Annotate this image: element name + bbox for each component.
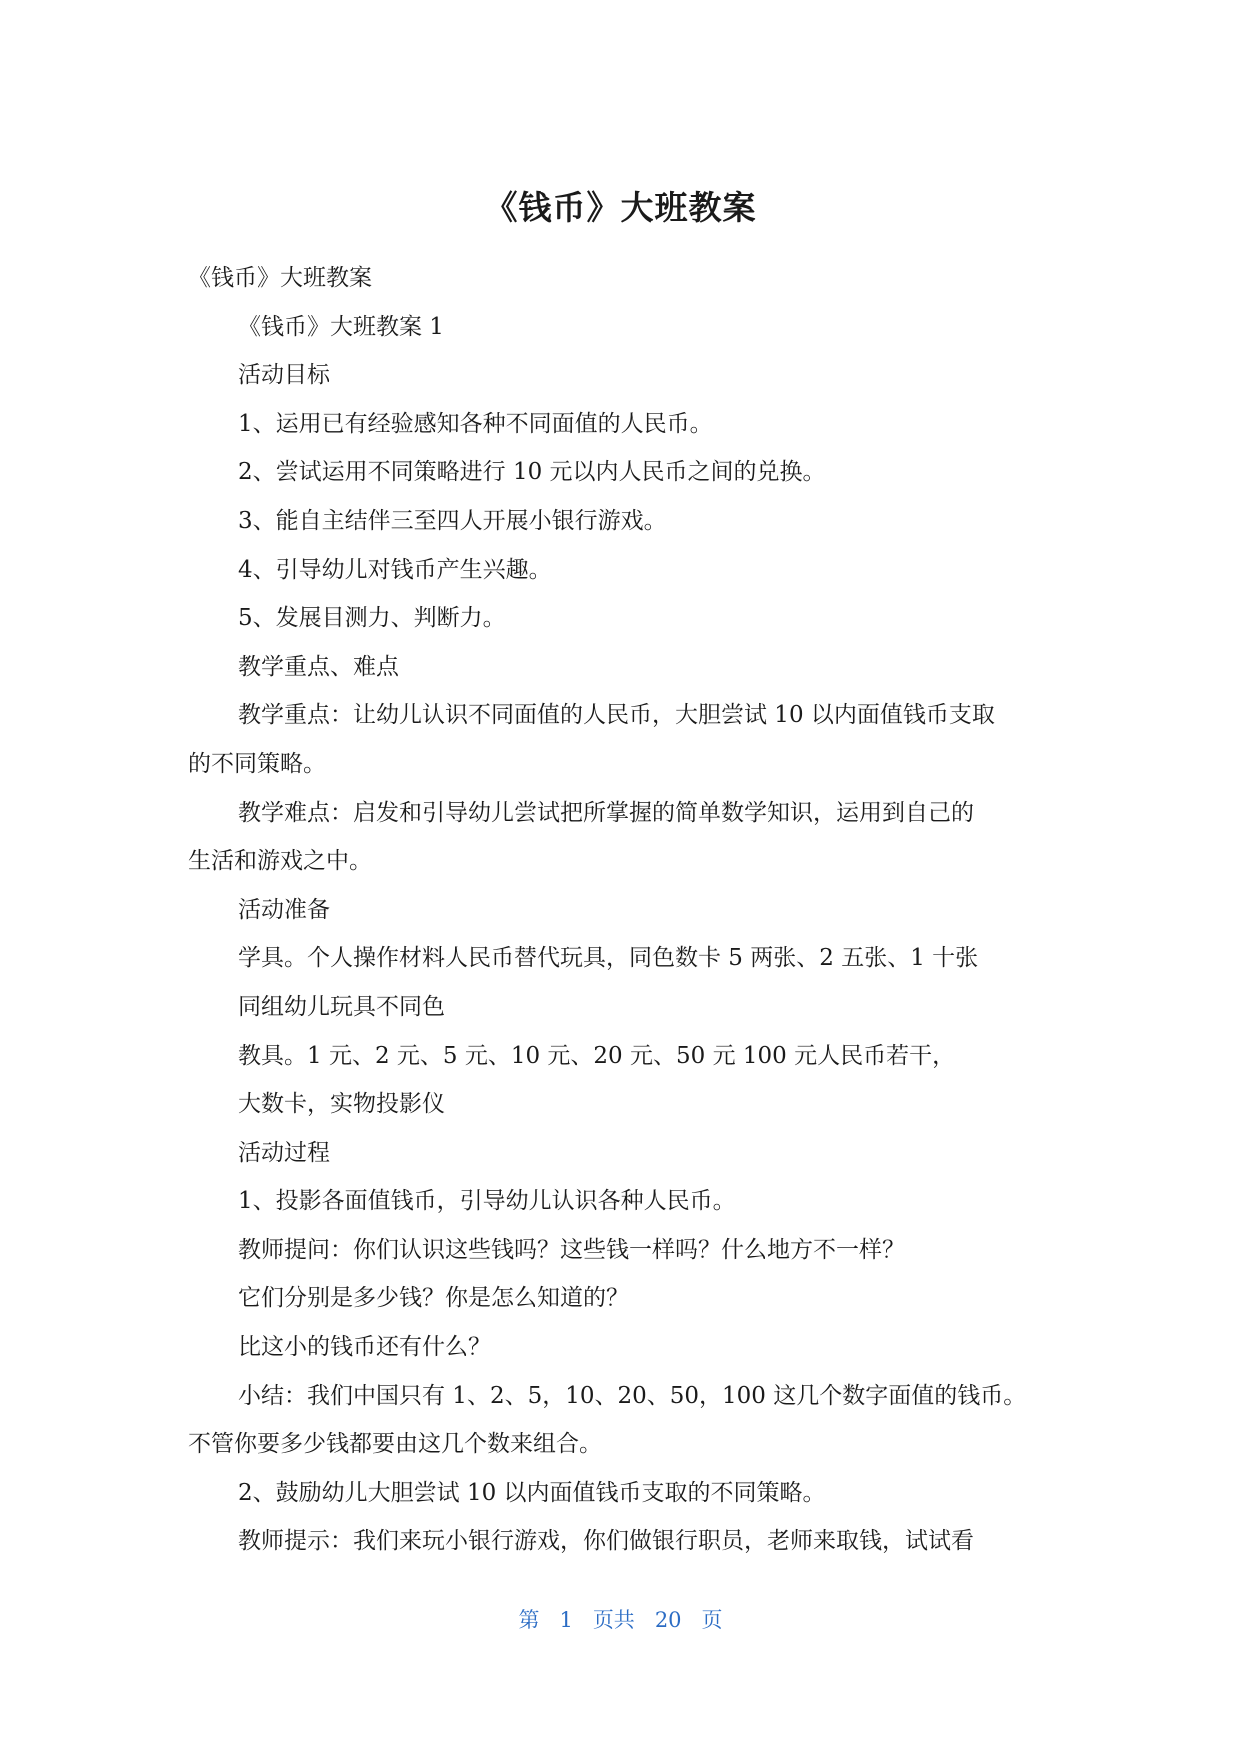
footer-prefix: 第 (518, 1608, 540, 1632)
paragraph: 同组幼儿玩具不同色 (238, 993, 445, 1020)
footer-current-page: 1 (559, 1608, 573, 1632)
paragraph: 教学重点：让幼儿认识不同面值的人民币，大胆尝试 10 以内面值钱币支取 (238, 702, 995, 729)
paragraph: 它们分别是多少钱？你是怎么知道的？ (238, 1285, 629, 1312)
paragraph: 教师提问：你们认识这些钱吗？这些钱一样吗？什么地方不一样？ (238, 1236, 905, 1263)
paragraph: 教具。1 元、2 元、5 元、10 元、20 元、50 元 100 元人民币若干， (238, 1042, 956, 1069)
paragraph: 活动准备 (238, 896, 330, 923)
paragraph: 不管你要多少钱都要由这几个数来组合。 (188, 1431, 602, 1458)
paragraph: 《钱币》大班教案 1 (238, 313, 444, 340)
document-title: 《钱币》大班教案 (484, 188, 757, 227)
paragraph: 教师提示：我们来玩小银行游戏，你们做银行职员，老师来取钱，试试看 (238, 1528, 974, 1555)
paragraph: 学具。个人操作材料人民币替代玩具，同色数卡 5 两张、2 五张、1 十张 (238, 945, 979, 972)
paragraph: 生活和游戏之中。 (188, 848, 372, 875)
paragraph: 《钱币》大班教案 (188, 265, 372, 291)
paragraph: 1、投影各面值钱币，引导幼儿认识各种人民币。 (238, 1188, 736, 1215)
document-body (188, 254, 1058, 1566)
paragraph: 5、发展目测力、判断力。 (238, 605, 506, 632)
paragraph: 活动目标 (238, 362, 330, 389)
paragraph: 1、运用已有经验感知各种不同面值的人民币。 (238, 410, 713, 437)
footer-total-pages: 20 (654, 1608, 682, 1632)
paragraph: 大数卡，实物投影仪 (238, 1091, 445, 1118)
paragraph: 的不同策略。 (188, 750, 326, 777)
footer-mid: 页共 (592, 1608, 635, 1632)
paragraph: 教学重点、难点 (238, 653, 399, 680)
paragraph: 活动过程 (238, 1139, 330, 1166)
paragraph: 2、尝试运用不同策略进行 10 元以内人民币之间的兑换。 (238, 459, 826, 486)
paragraph: 教学难点：启发和引导幼儿尝试把所掌握的简单数学知识，运用到自己的 (238, 799, 974, 826)
paragraph: 4、引导幼儿对钱币产生兴趣。 (238, 556, 552, 583)
paragraph: 3、能自主结伴三至四人开展小银行游戏。 (238, 507, 667, 534)
paragraph: 小结：我们中国只有 1、2、5，10、20、50，100 这几个数字面值的钱币。 (238, 1382, 1027, 1409)
paragraph: 2、鼓励幼儿大胆尝试 10 以内面值钱币支取的不同策略。 (238, 1479, 826, 1506)
footer-suffix: 页 (701, 1608, 723, 1632)
page-footer (0, 1606, 1241, 1634)
paragraph: 比这小的钱币还有什么？ (238, 1334, 491, 1361)
